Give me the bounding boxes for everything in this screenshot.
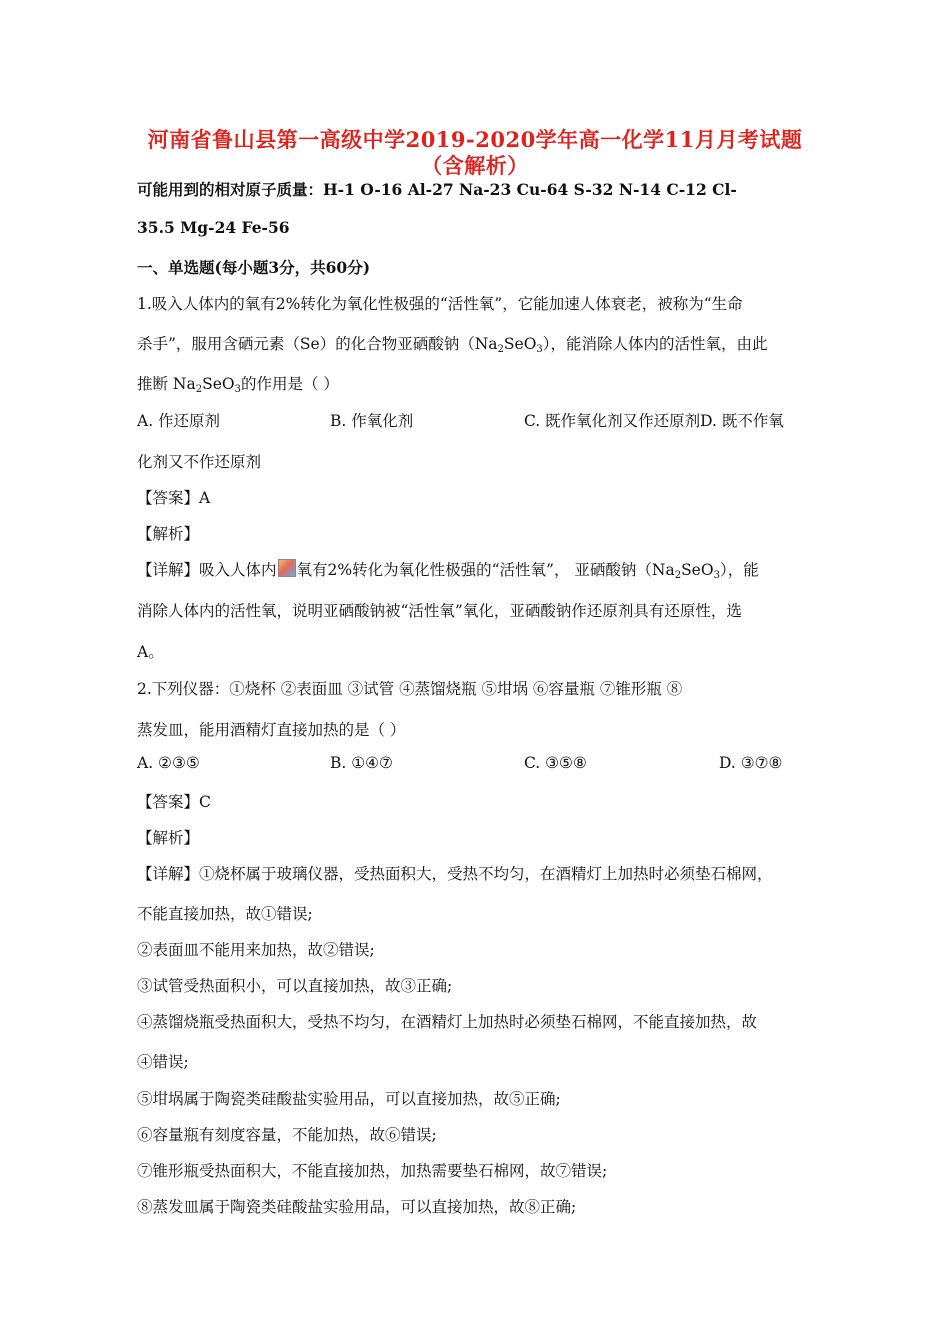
embedded-image-icon xyxy=(278,559,296,577)
q2-stem-line-2: 蒸发皿，能用酒精灯直接加热的是（ ） xyxy=(137,721,406,739)
subscript: 2 xyxy=(497,344,504,355)
subscript: 3 xyxy=(234,384,241,395)
q2-detail-line: ④错误; xyxy=(137,1053,189,1071)
q2-detail-line: ②表面皿不能用来加热，故②错误; xyxy=(137,941,375,959)
q1-stem-text: SeO xyxy=(202,375,235,393)
subscript: 3 xyxy=(713,570,720,581)
q1-detail-line-2: 消除人体内的活性氧，说明亚硒酸钠被“活性氧”氧化，亚硒酸钠作还原剂具有还原性，选 xyxy=(137,602,742,620)
q1-option-b: B. 作氧化剂 xyxy=(330,412,414,430)
q1-detail-line-1 xyxy=(137,558,759,581)
q1-stem-text: 杀手”，服用含硒元素（Se）的化合物亚硒酸钠（Na xyxy=(137,335,498,353)
q2-detail-line: ⑧蒸发皿属于陶瓷类硅酸盐实验用品，可以直接加热，故⑧正确; xyxy=(137,1198,577,1216)
q1-detail-line-3: A。 xyxy=(137,643,164,661)
q2-detail-line: ③试管受热面积小，可以直接加热，故③正确; xyxy=(137,977,453,995)
subscript: 2 xyxy=(674,570,682,581)
q1-stem-line-2 xyxy=(137,332,768,355)
q2-option-b: B. ①④⑦ xyxy=(330,754,393,772)
q2-answer: 【答案】C xyxy=(137,793,211,811)
q2-option-c: C. ③⑤⑧ xyxy=(524,754,587,772)
q2-detail-line: ④蒸馏烧瓶受热面积大，受热不均匀，在酒精灯上加热时必须垫石棉网，不能直接加热，故 xyxy=(137,1013,758,1031)
subscript: 3 xyxy=(536,344,543,355)
q1-answer: 【答案】A xyxy=(137,489,211,507)
q1-detail-text: ），能 xyxy=(719,561,759,579)
subscript: 2 xyxy=(195,384,203,395)
q2-detail-line: ⑥容量瓶有刻度容量，不能加热，故⑥错误; xyxy=(137,1126,437,1144)
q1-stem-text: 推断 Na xyxy=(137,375,196,393)
q1-stem-text: SeO xyxy=(503,335,537,353)
q2-detail-line: 不能直接加热，故①错误; xyxy=(137,905,313,923)
q1-stem-text: ），能消除人体内的活性氧，由此 xyxy=(542,335,768,353)
q1-detail-text: SeO xyxy=(681,561,714,579)
section-heading: 一、单选题(每小题3分，共60分) xyxy=(137,258,371,277)
q1-stem-line-3 xyxy=(137,372,339,395)
q2-detail-line: ⑦锥形瓶受热面积大，不能直接加热，加热需要垫石棉网，故⑦错误; xyxy=(137,1162,608,1180)
atomic-mass-line-1: 可能用到的相对原子质量：H-1 O-16 Al-27 Na-23 Cu-64 S-32 N-14 C-12 Cl- xyxy=(137,180,737,199)
q2-analysis-label: 【解析】 xyxy=(137,829,200,847)
q1-analysis-label: 【解析】 xyxy=(137,525,200,543)
q2-option-a: A. ②③⑤ xyxy=(137,754,200,772)
q2-detail-line: 【详解】①烧杯属于玻璃仪器，受热面积大，受热不均匀，在酒精灯上加热时必须垫石棉网， xyxy=(137,865,773,883)
q1-detail-text: 氧有2%转化为氧化性极强的“活性氧”， 亚硒酸钠（Na xyxy=(296,561,675,579)
q1-option-a: A. 作还原剂 xyxy=(137,412,221,430)
title-line-1: 河南省鲁山县第一高级中学2019-2020学年高一化学11月月考试题 xyxy=(147,127,803,152)
q1-stem-text: 的作用是（ ） xyxy=(240,375,339,393)
title-line-2: （含解析） xyxy=(421,153,529,178)
q1-option-c: C. 既作氧化剂又作还原剂D. 既不作氧 xyxy=(524,412,784,430)
q2-stem-line-1: 2.下列仪器：①烧杯 ②表面皿 ③试管 ④蒸馏烧瓶 ⑤坩埚 ⑥容量瓶 ⑦锥形瓶 ⑧ xyxy=(137,680,683,698)
q1-option-cont: 化剂又不作还原剂 xyxy=(137,453,262,471)
q1-detail-text: 【详解】吸入人体内 xyxy=(137,561,277,579)
q2-detail-line: ⑤坩埚属于陶瓷类硅酸盐实验用品，可以直接加热，故⑤正确; xyxy=(137,1090,561,1108)
q1-stem-line-1: 1.吸入人体内的氧有2%转化为氧化性极强的“活性氧”，它能加速人体衰老，被称为“生命 xyxy=(137,295,743,313)
atomic-mass-line-2: 35.5 Mg-24 Fe-56 xyxy=(137,218,290,237)
q2-option-d: D. ③⑦⑧ xyxy=(719,754,783,772)
